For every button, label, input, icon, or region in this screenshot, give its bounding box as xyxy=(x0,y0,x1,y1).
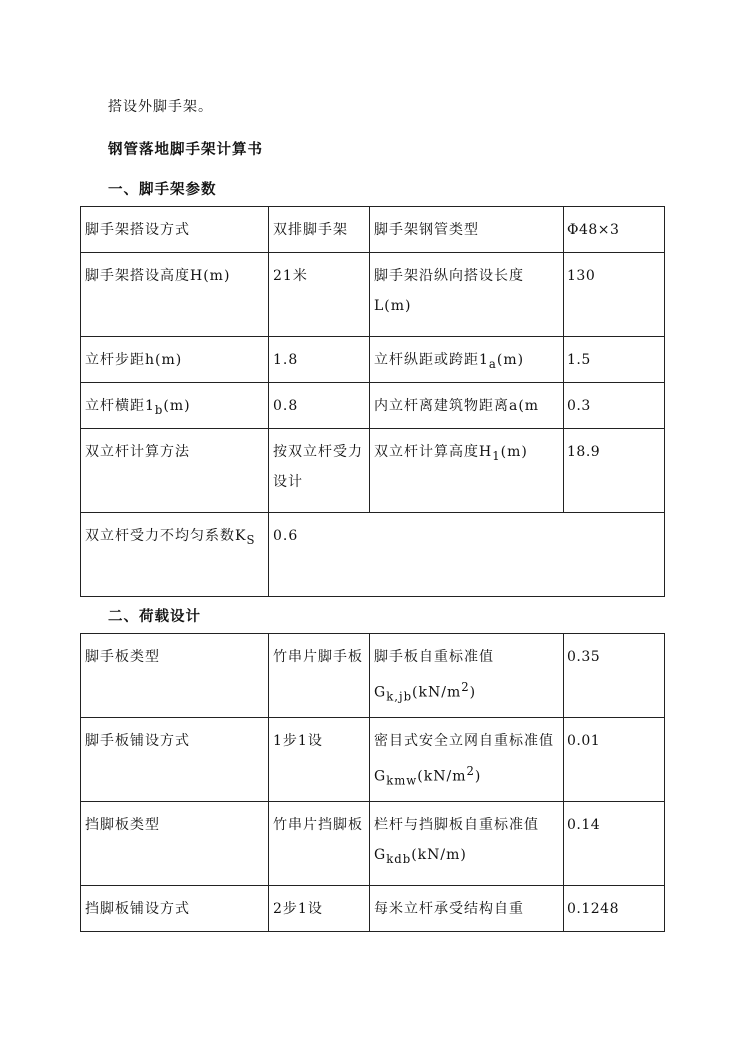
table-row xyxy=(81,513,665,597)
param-value: 0.8 xyxy=(269,383,370,429)
label-unit: (kN/m) xyxy=(411,847,467,863)
subscript: b xyxy=(154,402,164,417)
scaffold-parameters-table xyxy=(80,206,665,597)
table-row xyxy=(81,802,665,886)
param-value: 0.14 xyxy=(564,802,665,886)
label-text: 立杆横距1 xyxy=(85,398,155,414)
label-unit-close: ) xyxy=(474,768,482,785)
param-label xyxy=(81,513,269,597)
table-row xyxy=(81,207,665,253)
param-value: 1.5 xyxy=(564,337,665,383)
subscript: k,jb xyxy=(386,689,413,704)
param-value: 双排脚手架 xyxy=(269,207,370,253)
label-unit: (kN/m xyxy=(417,768,467,785)
table-row xyxy=(81,253,665,337)
param-label: 内立杆离建筑物距离a(m xyxy=(370,383,564,429)
param-label: 挡脚板铺设方式 xyxy=(81,886,269,932)
table-row xyxy=(81,429,665,513)
param-value: 18.9 xyxy=(564,429,665,513)
param-label: 脚手架搭设高度H(m) xyxy=(81,253,269,337)
param-label xyxy=(81,383,269,429)
label-text: 脚手板自重标准值G xyxy=(374,649,494,701)
param-value: 1步1设 xyxy=(269,718,370,802)
label-text: 栏杆与挡脚板自重标准值G xyxy=(374,817,539,863)
section-heading-parameters: 一、脚手架参数 xyxy=(108,182,217,198)
param-value: Φ48×3 xyxy=(564,207,665,253)
section-heading-load-design: 二、荷载设计 xyxy=(108,609,201,625)
param-value: 按双立杆受力设计 xyxy=(269,429,370,513)
label-unit: (m) xyxy=(163,398,191,414)
label-text: 双立杆计算高度H xyxy=(374,444,493,460)
param-label: 立杆步距h(m) xyxy=(81,337,269,383)
param-label: 脚手架钢管类型 xyxy=(370,207,564,253)
param-value: 0.1248 xyxy=(564,886,665,932)
table-row xyxy=(81,337,665,383)
subscript: 1 xyxy=(492,448,501,463)
param-label xyxy=(370,634,564,718)
param-label: 脚手架沿纵向搭设长度L(m) xyxy=(370,253,564,337)
label-unit: (m) xyxy=(500,444,528,460)
intro-text: 搭设外脚手架。 xyxy=(108,99,213,115)
param-value: 21米 xyxy=(269,253,370,337)
table-row xyxy=(81,383,665,429)
param-value: 2步1设 xyxy=(269,886,370,932)
label-unit: (m) xyxy=(496,352,525,368)
param-value: 0.3 xyxy=(564,383,665,429)
param-value: 130 xyxy=(564,253,665,337)
param-value: 0.01 xyxy=(564,718,665,802)
label-text: 双立杆受力不均匀系数K xyxy=(85,528,247,544)
subscript: kdb xyxy=(386,851,412,866)
table-row xyxy=(81,634,665,718)
param-value: 0.6 xyxy=(269,513,665,597)
subscript: S xyxy=(246,532,256,547)
param-label: 脚手架搭设方式 xyxy=(81,207,269,253)
label-unit-close: ) xyxy=(469,684,477,701)
param-value: 0.35 xyxy=(564,634,665,718)
param-label: 挡脚板类型 xyxy=(81,802,269,886)
subscript: kmw xyxy=(386,773,418,788)
param-label: 脚手板铺设方式 xyxy=(81,718,269,802)
label-unit: (kN/m xyxy=(412,684,462,701)
load-design-table xyxy=(80,633,665,932)
param-label: 双立杆计算方法 xyxy=(81,429,269,513)
param-value: 竹串片脚手板 xyxy=(269,634,370,718)
label-text: 密目式安全立网自重标准值G xyxy=(374,733,554,785)
superscript: 2 xyxy=(466,764,475,778)
param-label xyxy=(370,337,564,383)
param-label: 每米立杆承受结构自重 xyxy=(370,886,564,932)
param-label xyxy=(370,429,564,513)
table-row xyxy=(81,718,665,802)
param-value: 1.8 xyxy=(269,337,370,383)
param-label: 脚手板类型 xyxy=(81,634,269,718)
label-text: 立杆纵距或跨距1 xyxy=(374,352,489,368)
param-label xyxy=(370,718,564,802)
document-title: 钢管落地脚手架计算书 xyxy=(108,142,263,158)
param-value: 竹串片挡脚板 xyxy=(269,802,370,886)
param-label xyxy=(370,802,564,886)
superscript: 2 xyxy=(461,680,470,694)
subscript: a xyxy=(488,356,497,371)
table-row xyxy=(81,886,665,932)
